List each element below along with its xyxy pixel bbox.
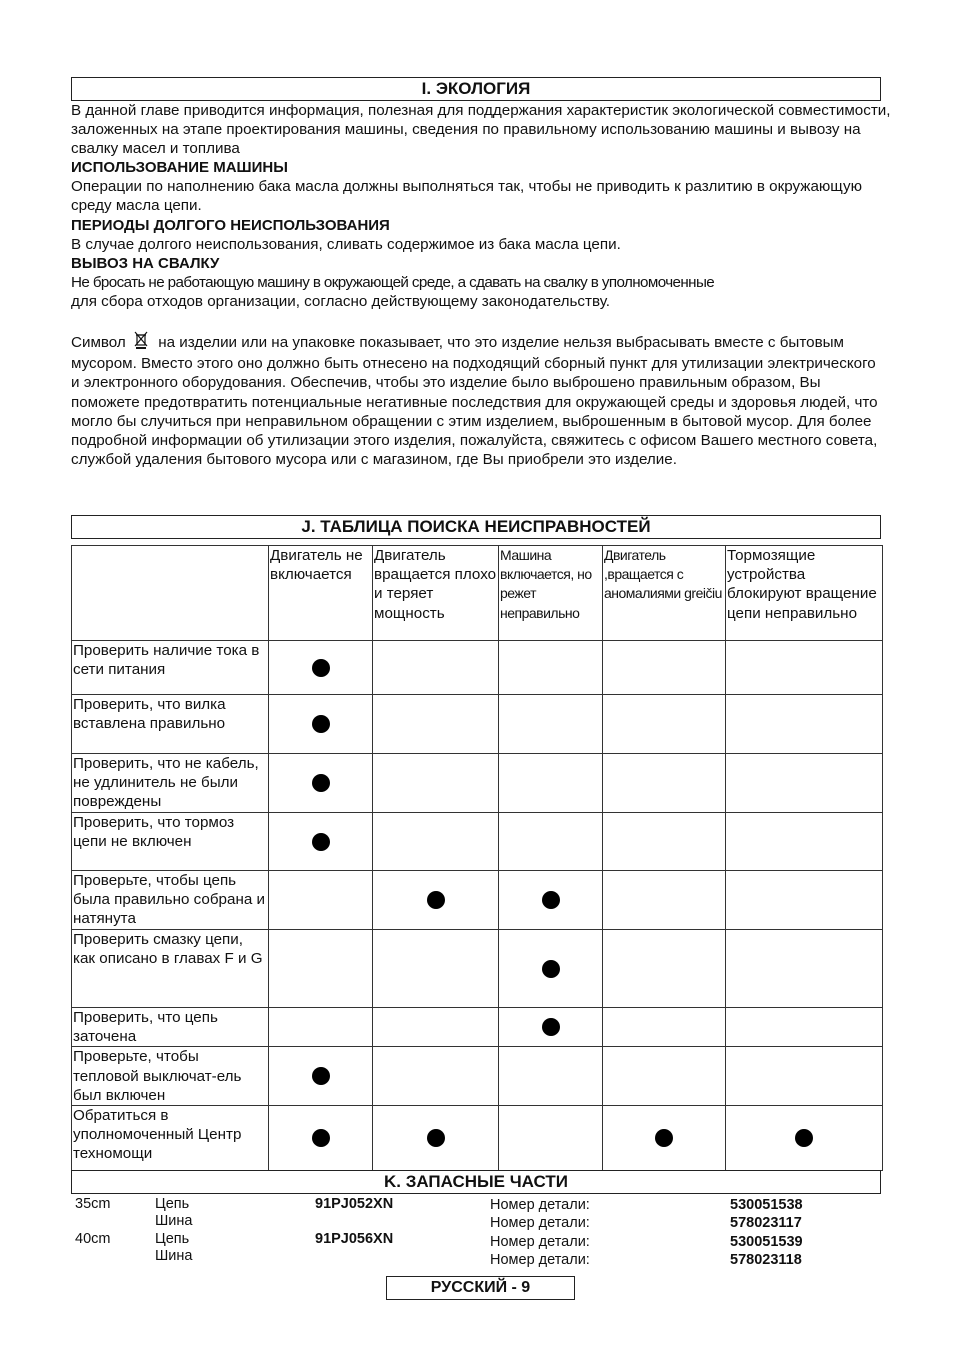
mark-cell xyxy=(373,813,499,871)
row-label: Проверить, что вилка вставлена правильно xyxy=(72,695,269,754)
size-40cm: 40cm xyxy=(75,1231,111,1247)
mark-cell xyxy=(499,754,603,813)
column-header: Двигатель ,вращается с аномалиями greičiu xyxy=(603,546,726,641)
check-dot-icon xyxy=(312,1129,330,1147)
check-dot-icon xyxy=(312,659,330,677)
symbol-word: Символ xyxy=(71,334,126,351)
table-header-row xyxy=(72,546,883,641)
mark-cell xyxy=(373,1106,499,1171)
mark-cell xyxy=(269,1106,373,1171)
row-label: Проверить наличие тока в сети питания xyxy=(72,641,269,695)
table-row xyxy=(72,641,883,695)
mark-cell xyxy=(499,813,603,871)
mark-cell xyxy=(726,695,883,754)
part-number: 530051539 xyxy=(730,1234,803,1250)
row-label: Проверить, что цепь заточена xyxy=(72,1008,269,1047)
row-label: Проверить смазку цепи, как описано в главах F и G xyxy=(72,930,269,1008)
check-dot-icon xyxy=(795,1129,813,1147)
mark-cell xyxy=(373,871,499,930)
long-idle-text: В случае долгого неиспользования, сливать содержимое из бака масла цепи. xyxy=(71,236,621,253)
mark-cell xyxy=(603,695,726,754)
mark-cell xyxy=(603,1008,726,1047)
column-header: Машина включается, но режет неправильно xyxy=(499,546,603,641)
troubleshooting-table xyxy=(71,545,883,1171)
column-header: Тормозящие устройства блокируют вращение цепи неправильно xyxy=(726,546,883,641)
mark-cell xyxy=(499,1047,603,1106)
mark-cell xyxy=(269,1008,373,1047)
mark-cell xyxy=(373,1047,499,1106)
mark-cell xyxy=(269,1047,373,1106)
mark-cell xyxy=(499,695,603,754)
check-dot-icon xyxy=(312,715,330,733)
part-number-label: Номер детали: xyxy=(490,1234,590,1250)
check-dot-icon xyxy=(655,1129,673,1147)
table-row xyxy=(72,1106,883,1171)
check-dot-icon xyxy=(542,960,560,978)
check-dot-icon xyxy=(312,833,330,851)
size-35cm: 35cm xyxy=(75,1196,111,1212)
part-number-label: Номер детали: xyxy=(490,1215,590,1231)
mark-cell xyxy=(269,754,373,813)
mark-cell xyxy=(269,641,373,695)
mark-cell xyxy=(499,930,603,1008)
mark-cell xyxy=(499,1106,603,1171)
row-label: Проверьте, чтобы цепь была правильно собрана и натянута xyxy=(72,871,269,930)
heading-machine-use: ИСПОЛЬЗОВАНИЕ МАШИНЫ xyxy=(71,159,288,176)
crossed-bin-icon xyxy=(134,331,148,354)
disposal-text-line2: для сбора отходов организации, согласно действующему законодательству. xyxy=(71,293,611,310)
mark-cell xyxy=(726,1047,883,1106)
mark-cell xyxy=(726,1008,883,1047)
table-row xyxy=(72,871,883,930)
part-item: Цепь xyxy=(155,1231,190,1247)
mark-cell xyxy=(726,754,883,813)
part-number: 578023118 xyxy=(730,1252,802,1268)
mark-cell xyxy=(726,813,883,871)
mark-cell xyxy=(373,1008,499,1047)
chain-code: 91PJ056XN xyxy=(315,1231,394,1247)
mark-cell xyxy=(269,871,373,930)
part-item: Шина xyxy=(155,1248,193,1264)
row-label: Обратиться в уполномоченный Центр техномощи xyxy=(72,1106,269,1171)
part-number-label: Номер детали: xyxy=(490,1197,590,1213)
mark-cell xyxy=(603,1106,726,1171)
column-header: Двигатель не включается xyxy=(269,546,373,641)
ecology-title: I. ЭКОЛОГИЯ xyxy=(71,77,881,101)
heading-long-idle: ПЕРИОДЫ ДОЛГОГО НЕИСПОЛЬЗОВАНИЯ xyxy=(71,217,390,234)
machine-use-text: Операции по наполнению бака масла должны выполняться так, чтобы не приводить к разлитию в окружающую среду масла цепи. xyxy=(71,178,862,215)
mark-cell xyxy=(603,871,726,930)
table-row xyxy=(72,1047,883,1106)
part-number: 530051538 xyxy=(730,1197,803,1213)
table-row xyxy=(72,930,883,1008)
mark-cell xyxy=(373,641,499,695)
disposal-text-line1: Не бросать не работающую машину в окружающей среде, а сдавать на свалку в уполномоченные xyxy=(71,274,715,291)
table-row xyxy=(72,813,883,871)
mark-cell xyxy=(726,930,883,1008)
chain-code: 91PJ052XN xyxy=(315,1196,394,1212)
mark-cell xyxy=(499,871,603,930)
check-dot-icon xyxy=(312,774,330,792)
row-label: Проверить, что не кабель, не удлинитель не были повреждены xyxy=(72,754,269,813)
mark-cell xyxy=(373,754,499,813)
check-dot-icon xyxy=(427,1129,445,1147)
mark-cell xyxy=(499,1008,603,1047)
weee-paragraph xyxy=(71,331,881,469)
row-label: Проверьте, чтобы тепловой выключат-ель был включен xyxy=(72,1047,269,1106)
column-header: Двигатель вращается плохо и теряет мощность xyxy=(373,546,499,641)
heading-disposal: ВЫВОЗ НА СВАЛКУ xyxy=(71,255,220,272)
row-label: Проверить, что тормоз цепи не включен xyxy=(72,813,269,871)
part-number-label: Номер детали: xyxy=(490,1252,590,1268)
mark-cell xyxy=(373,695,499,754)
mark-cell xyxy=(603,930,726,1008)
part-item: Цепь xyxy=(155,1196,190,1212)
table-row xyxy=(72,1008,883,1047)
check-dot-icon xyxy=(542,891,560,909)
mark-cell xyxy=(373,930,499,1008)
mark-cell xyxy=(726,871,883,930)
part-number: 578023117 xyxy=(730,1215,802,1231)
mark-cell xyxy=(726,641,883,695)
mark-cell xyxy=(269,813,373,871)
mark-cell xyxy=(603,641,726,695)
symbol-text: на изделии или на упаковке показывает, что это изделие нельзя выбрасывать вместе с бытовым мусором. Вместо этого оно должно быть отнесено на подходящий сборный пункт для утилизации электрического и электронного оборудования. Обеспечив, чтобы это изделие было выброшено правильным образом, Вы поможете предотвратить потенциальные негативные последствия для окружающей среды и здоровья людей, что могло бы случиться при неправильном обращении с этим изделием, выброшенным в бытовой мусор. Для более подробной информации об утилизации этого изделия, пожалуйста, свяжитесь с офисом Вашего местного совета, службой удаления бытового мусора или с магазином, где Вы приобрели это изделие. xyxy=(71,334,878,469)
mark-cell xyxy=(726,1106,883,1171)
check-dot-icon xyxy=(542,1018,560,1036)
ecology-intro: В данной главе приводится информация, полезная для поддержания характеристик экологической совместимости, заложенных на этапе проектирования машины, сведения по правильному использованию машины и вывозу на свалку масел и топлива xyxy=(71,102,891,158)
troubleshooting-title: J. ТАБЛИЦА ПОИСКА НЕИСПРАВНОСТЕЙ xyxy=(71,515,881,539)
mark-cell xyxy=(269,695,373,754)
header-blank xyxy=(72,546,269,641)
check-dot-icon xyxy=(427,891,445,909)
mark-cell xyxy=(603,754,726,813)
check-dot-icon xyxy=(312,1067,330,1085)
page-footer: РУССКИЙ - 9 xyxy=(386,1276,575,1300)
table-row xyxy=(72,695,883,754)
mark-cell xyxy=(499,641,603,695)
mark-cell xyxy=(603,1047,726,1106)
mark-cell xyxy=(603,813,726,871)
mark-cell xyxy=(269,930,373,1008)
part-item: Шина xyxy=(155,1213,193,1229)
spare-parts-title: K. ЗАПАСНЫЕ ЧАСТИ xyxy=(71,1170,881,1194)
table-row xyxy=(72,754,883,813)
